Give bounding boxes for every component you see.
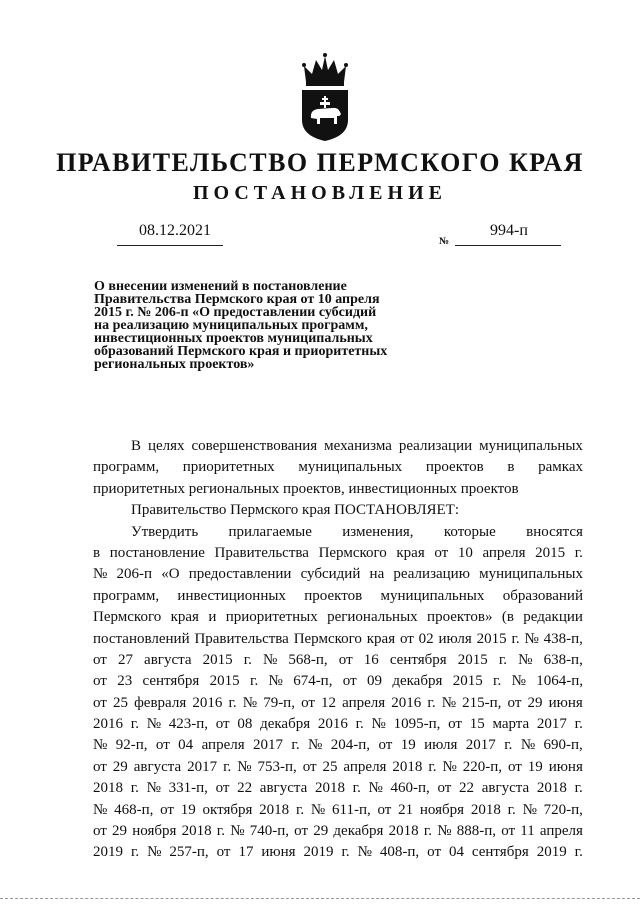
word: ноября bbox=[132, 823, 177, 840]
word: от bbox=[93, 823, 107, 840]
word: которые bbox=[443, 523, 496, 540]
word: № bbox=[146, 716, 161, 733]
word: Правительства bbox=[214, 544, 309, 561]
word: 11 bbox=[520, 823, 535, 840]
number-underline bbox=[455, 245, 561, 246]
word: августа bbox=[144, 651, 192, 668]
word: 331-п, bbox=[168, 780, 208, 797]
word: 19 bbox=[527, 758, 543, 775]
word: г. bbox=[243, 651, 252, 668]
word: № bbox=[437, 823, 452, 840]
word: от bbox=[215, 716, 230, 733]
word: г. bbox=[498, 651, 508, 668]
document-date: 08.12.2021 bbox=[139, 222, 211, 239]
word: 25 bbox=[112, 694, 128, 711]
paragraph-line bbox=[93, 522, 583, 543]
word: от bbox=[377, 801, 392, 818]
paragraph-line bbox=[93, 842, 583, 863]
word: № bbox=[242, 694, 258, 711]
word: 2018 bbox=[93, 780, 123, 797]
word: от bbox=[378, 737, 393, 754]
word: 257-п, bbox=[169, 844, 209, 861]
word: предоставлении bbox=[188, 566, 292, 583]
word: 21 bbox=[398, 801, 414, 818]
word: сентября bbox=[389, 651, 447, 668]
word: 2019 bbox=[536, 844, 567, 861]
word: 206-п bbox=[116, 566, 153, 583]
word: от bbox=[216, 844, 231, 861]
word: № bbox=[308, 737, 323, 754]
word: муниципальных bbox=[298, 459, 403, 476]
paragraph-line bbox=[93, 671, 583, 692]
word: муниципальных bbox=[479, 438, 583, 454]
word: реализации bbox=[398, 438, 473, 454]
word: 2019 bbox=[303, 844, 334, 861]
word: 468-п, bbox=[114, 801, 154, 818]
word: г. bbox=[493, 673, 502, 690]
word: от bbox=[427, 844, 441, 861]
subject-line: О внесении изменений в постановление bbox=[94, 279, 347, 294]
word: региональных bbox=[327, 609, 418, 626]
word: № bbox=[511, 673, 526, 690]
word: августа bbox=[259, 780, 308, 797]
word: г. bbox=[216, 823, 226, 840]
word: № bbox=[368, 780, 383, 797]
subject-line: на реализацию муниципальных программ, bbox=[94, 318, 368, 333]
word: 2015 bbox=[457, 651, 488, 668]
word: 2017 bbox=[536, 716, 567, 733]
word: Правительство Пермского края ПОСТАНОВЛЯЕТ: bbox=[131, 502, 460, 519]
word: проектов bbox=[304, 587, 363, 604]
word: 2018 bbox=[259, 801, 290, 818]
word: 690-п, bbox=[543, 737, 583, 754]
paragraph-line bbox=[93, 607, 583, 628]
word: 204-п, bbox=[330, 737, 371, 754]
word: 2016 bbox=[391, 694, 422, 711]
word: 2018 bbox=[181, 823, 212, 840]
word: г. bbox=[341, 844, 350, 861]
word: июня bbox=[261, 844, 296, 861]
word: г. bbox=[427, 694, 436, 711]
word: апреля bbox=[539, 823, 583, 840]
word: № bbox=[310, 801, 326, 818]
word: приоритетных bbox=[182, 459, 275, 476]
word: 25 bbox=[322, 758, 338, 775]
word: августа bbox=[481, 780, 530, 797]
word: № bbox=[230, 823, 245, 840]
paragraph-line bbox=[93, 714, 583, 735]
word: 79-п, bbox=[263, 694, 295, 711]
word: Правительства bbox=[194, 630, 289, 647]
word: 2015 bbox=[209, 673, 240, 690]
word: 29 bbox=[112, 823, 128, 840]
word: от bbox=[507, 758, 522, 775]
number-sign: № bbox=[439, 236, 450, 247]
paragraph-line bbox=[93, 735, 583, 756]
word: 19 bbox=[400, 737, 416, 754]
word: от bbox=[160, 801, 174, 818]
word: 674-п, bbox=[293, 673, 333, 690]
word: 740-п, bbox=[249, 823, 289, 840]
word: № bbox=[93, 737, 108, 754]
word: 438-п, bbox=[543, 630, 583, 647]
word: 1064-п, bbox=[536, 673, 583, 690]
word: 04 bbox=[448, 844, 464, 861]
word: февраля bbox=[134, 694, 187, 711]
word: декабря bbox=[260, 716, 311, 733]
word: механизма bbox=[324, 438, 392, 454]
word: края bbox=[366, 630, 396, 647]
word: г. bbox=[504, 737, 513, 754]
document-subject bbox=[94, 280, 424, 371]
word: 2016 bbox=[192, 694, 223, 711]
word: июля bbox=[438, 630, 472, 647]
word: 27 bbox=[117, 651, 133, 668]
word: от bbox=[448, 716, 462, 733]
word: ноября bbox=[419, 801, 465, 818]
word: целях bbox=[147, 438, 185, 454]
word: в bbox=[507, 459, 515, 476]
word: от bbox=[302, 758, 317, 775]
word: г. bbox=[130, 780, 139, 797]
paragraph-line bbox=[93, 757, 583, 778]
word: Утвердить bbox=[131, 523, 199, 540]
word: декабря bbox=[392, 673, 443, 690]
word: инвестиционных bbox=[177, 587, 286, 604]
paragraph-line bbox=[93, 821, 583, 842]
word: 2016 bbox=[317, 716, 348, 733]
word: марта bbox=[492, 716, 530, 733]
subject-line: образований Пермского края и приоритетных bbox=[94, 344, 388, 359]
word: 22 bbox=[237, 780, 253, 797]
word: от bbox=[501, 823, 516, 840]
word: июля bbox=[424, 737, 458, 754]
word: декабря bbox=[333, 823, 384, 840]
word: 568-п, bbox=[288, 651, 328, 668]
word: № bbox=[93, 801, 108, 818]
word: июня bbox=[548, 694, 583, 711]
word: г. bbox=[291, 737, 300, 754]
word: апреля bbox=[342, 694, 386, 711]
word: рамках bbox=[538, 459, 583, 476]
word: от bbox=[301, 694, 315, 711]
word: № bbox=[146, 780, 161, 797]
word: 2018 bbox=[314, 780, 345, 797]
word: г. bbox=[130, 844, 140, 861]
page-bottom-edge bbox=[0, 898, 640, 899]
word: г. bbox=[228, 694, 237, 711]
word: от bbox=[437, 780, 452, 797]
word: 2015 bbox=[452, 673, 483, 690]
subject-line: Правительства Пермского края от 10 апреля bbox=[94, 292, 380, 307]
word: (в bbox=[501, 609, 514, 626]
word: 2018 bbox=[470, 801, 501, 818]
word: 2015 bbox=[535, 544, 566, 561]
word: муниципальных bbox=[380, 587, 485, 604]
word: от bbox=[215, 780, 230, 797]
word: г. bbox=[250, 673, 259, 690]
document-body bbox=[93, 436, 583, 864]
word: 1095-п, bbox=[393, 716, 441, 733]
word: 2018 bbox=[536, 780, 567, 797]
word: г. bbox=[223, 758, 232, 775]
word: 23 bbox=[117, 673, 133, 690]
word: № bbox=[237, 758, 252, 775]
word: изменения, bbox=[342, 523, 414, 540]
word: 92-п, bbox=[115, 737, 148, 754]
word: В bbox=[131, 438, 142, 454]
word: на bbox=[369, 566, 385, 583]
word: № bbox=[263, 651, 278, 668]
subject-line: инвестиционных проектов муниципальных bbox=[94, 331, 373, 346]
paragraph-line bbox=[93, 693, 583, 714]
word: г. bbox=[574, 844, 583, 861]
word: 17 bbox=[238, 844, 254, 861]
word: 22 bbox=[459, 780, 475, 797]
paragraph-line bbox=[93, 479, 583, 500]
word: реализацию bbox=[393, 566, 470, 583]
word: № bbox=[371, 716, 386, 733]
word: г. bbox=[507, 801, 516, 818]
paragraph-line bbox=[93, 629, 583, 650]
word: 16 bbox=[363, 651, 379, 668]
word: № bbox=[93, 566, 108, 583]
word: приоритетных bbox=[225, 609, 318, 626]
word: совершенствования bbox=[191, 438, 318, 454]
word: 2017 bbox=[187, 758, 218, 775]
paragraph-line bbox=[93, 543, 583, 564]
word: программ, bbox=[93, 459, 160, 476]
paragraph-line bbox=[93, 500, 583, 521]
word: г. bbox=[423, 823, 433, 840]
word: 2017 bbox=[465, 737, 496, 754]
word: г. bbox=[511, 630, 520, 647]
word: от bbox=[93, 673, 107, 690]
word: от bbox=[399, 630, 414, 647]
word: 888-п, bbox=[456, 823, 497, 840]
word: г. bbox=[130, 716, 139, 733]
word: прилагаемые bbox=[228, 523, 312, 540]
word: образований bbox=[502, 587, 583, 604]
word: 04 bbox=[178, 737, 194, 754]
word: 15 bbox=[469, 716, 485, 733]
word: субсидий bbox=[300, 566, 361, 583]
word: Пермского bbox=[93, 609, 162, 626]
word: от bbox=[93, 694, 107, 711]
word: 720-п, bbox=[543, 801, 583, 818]
word: 2015 bbox=[476, 630, 507, 647]
word: 29 bbox=[112, 758, 128, 775]
word: октября bbox=[202, 801, 253, 818]
paragraph-line bbox=[93, 778, 583, 799]
document-type: ПОСТАНОВЛЕНИЕ bbox=[193, 182, 447, 204]
word: № bbox=[268, 673, 283, 690]
word: г. bbox=[355, 716, 364, 733]
word: 10 bbox=[457, 544, 473, 561]
word: 2019 bbox=[93, 844, 123, 861]
word: 08 bbox=[237, 716, 253, 733]
word: сентября bbox=[142, 673, 200, 690]
paragraph-line bbox=[93, 457, 583, 478]
coat-of-arms-icon bbox=[296, 52, 354, 142]
paragraph-line bbox=[93, 800, 583, 821]
subject-line: 2015 г. № 206-п «О предоставлении субсидий bbox=[94, 305, 377, 320]
word: 423-п, bbox=[168, 716, 209, 733]
word: от bbox=[434, 544, 449, 561]
word: июня bbox=[548, 758, 583, 775]
word: редакции bbox=[523, 609, 583, 626]
word: от bbox=[93, 651, 107, 668]
word: 09 bbox=[366, 673, 382, 690]
word: 2017 bbox=[253, 737, 284, 754]
word: 02 bbox=[418, 630, 434, 647]
word: от bbox=[342, 673, 357, 690]
word: 2018 bbox=[388, 823, 419, 840]
government-title: ПРАВИТЕЛЬСТВО ПЕРМСКОГО КРАЯ bbox=[56, 148, 584, 177]
word: от bbox=[155, 737, 170, 754]
word: Пермского bbox=[293, 630, 362, 647]
word: № bbox=[441, 694, 457, 711]
word: № bbox=[520, 737, 536, 754]
word: 12 bbox=[321, 694, 337, 711]
word: муниципальных bbox=[479, 566, 583, 583]
word: края bbox=[170, 609, 199, 626]
word: 460-п, bbox=[390, 780, 430, 797]
word: 408-п, bbox=[379, 844, 420, 861]
word: постановление bbox=[109, 544, 205, 561]
word: 611-п, bbox=[332, 801, 371, 818]
word: сентября bbox=[471, 844, 529, 861]
word: № bbox=[357, 844, 372, 861]
word: г. bbox=[574, 716, 583, 733]
word: Пермского bbox=[318, 544, 387, 561]
word: № bbox=[522, 801, 537, 818]
word: 2016 bbox=[93, 716, 123, 733]
paragraph-line bbox=[93, 564, 583, 585]
word: № bbox=[518, 651, 533, 668]
word: г. bbox=[428, 758, 437, 775]
word: от bbox=[93, 758, 107, 775]
word: 29 bbox=[313, 823, 329, 840]
word: 220-п, bbox=[462, 758, 503, 775]
word: и bbox=[208, 609, 217, 626]
date-underline bbox=[117, 245, 223, 246]
word: апреля bbox=[201, 737, 245, 754]
paragraph-line bbox=[93, 436, 583, 457]
word: от bbox=[294, 823, 309, 840]
word: постановлений bbox=[93, 630, 190, 647]
word: № bbox=[524, 630, 539, 647]
word: от bbox=[507, 694, 522, 711]
word: г. bbox=[295, 801, 305, 818]
word: апреля bbox=[482, 544, 526, 561]
word: проектов» bbox=[427, 609, 493, 626]
word: 753-п, bbox=[257, 758, 297, 775]
word: 2018 bbox=[392, 758, 423, 775]
word: приоритетных региональных проектов, инвестиционных проектов bbox=[93, 480, 519, 497]
word: края bbox=[396, 544, 425, 561]
document-number: 994-п bbox=[490, 222, 528, 239]
word: г. bbox=[574, 780, 583, 797]
word: апреля bbox=[343, 758, 387, 775]
paragraph-line bbox=[93, 650, 583, 671]
word: 29 bbox=[527, 694, 543, 711]
word: 2015 bbox=[202, 651, 233, 668]
word: 19 bbox=[180, 801, 196, 818]
word: г. bbox=[574, 544, 583, 561]
word: № bbox=[147, 844, 162, 861]
word: в bbox=[93, 544, 101, 561]
word: г. bbox=[352, 780, 361, 797]
word: 638-п, bbox=[543, 651, 583, 668]
word: от bbox=[338, 651, 353, 668]
word: вносятся bbox=[526, 523, 583, 540]
word: проектов bbox=[425, 459, 484, 476]
subject-line: региональных проектов» bbox=[94, 357, 255, 372]
paragraph-line bbox=[93, 586, 583, 607]
word: 215-п, bbox=[462, 694, 502, 711]
word: № bbox=[442, 758, 457, 775]
word: «О bbox=[161, 566, 180, 583]
word: программ, bbox=[93, 587, 160, 604]
word: августа bbox=[133, 758, 182, 775]
